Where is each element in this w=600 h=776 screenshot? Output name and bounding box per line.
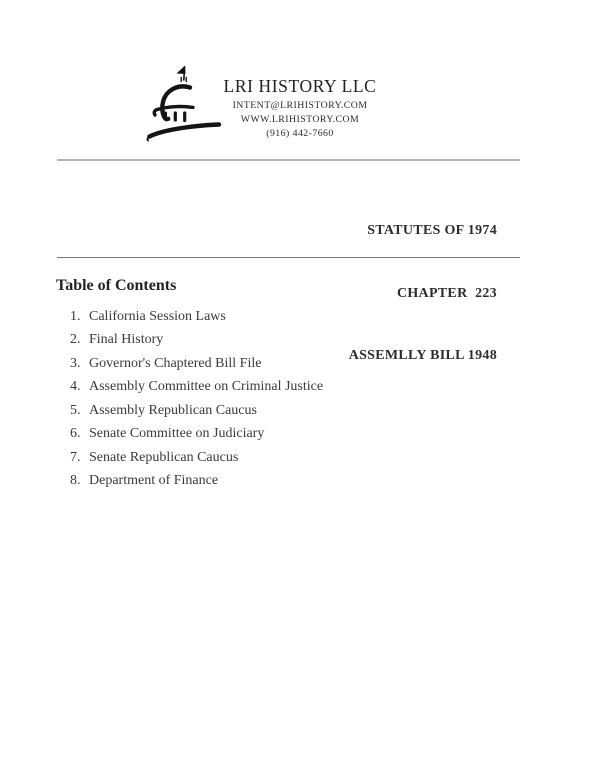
toc-item-label: Assembly Republican Caucus xyxy=(89,402,257,418)
toc-item-label: Final History xyxy=(89,332,164,348)
company-email: INTENT@LRIHISTORY.COM xyxy=(232,100,368,111)
toc-item xyxy=(70,399,323,422)
toc-item xyxy=(70,328,323,351)
toc-heading: Table of Contents xyxy=(56,277,177,294)
toc-item-label: Senate Republican Caucus xyxy=(89,449,239,465)
divider-bottom xyxy=(57,257,520,258)
toc-item-label: Senate Committee on Judiciary xyxy=(89,426,265,442)
divider-top xyxy=(57,159,520,161)
letterhead xyxy=(0,76,600,142)
toc-item-number: 8. xyxy=(70,473,81,489)
statutes-line: STATUTES OF 1974 xyxy=(367,223,497,239)
toc-item-number: 7. xyxy=(70,449,81,465)
toc-item xyxy=(70,305,323,328)
toc-item xyxy=(70,446,323,469)
toc-item xyxy=(70,375,323,398)
toc-item-number: 5. xyxy=(70,402,81,418)
company-phone: (916) 442-7660 xyxy=(266,128,334,140)
toc-item-label: Assembly Committee on Criminal Justice xyxy=(89,379,324,395)
company-website: WWW.LRIHISTORY.COM xyxy=(240,114,360,126)
toc-item xyxy=(70,422,323,445)
bill-reference xyxy=(349,180,497,408)
chapter-line: CHAPTER 223 xyxy=(396,285,497,301)
assembly-bill-line: ASSEMLLY BILL 1948 xyxy=(348,347,497,363)
toc-item-number: 4. xyxy=(70,379,81,395)
toc-item-number: 6. xyxy=(70,426,81,442)
toc-item-label: Governor's Chaptered Bill File xyxy=(89,355,262,371)
toc-item xyxy=(70,469,323,492)
toc-item-number: 3. xyxy=(70,355,81,371)
toc-list xyxy=(70,305,323,493)
toc-item-label: California Session Laws xyxy=(89,309,226,324)
toc-item-number: 1. xyxy=(70,309,81,324)
toc-item-label: Department of Finance xyxy=(89,473,219,489)
toc-item-number: 2. xyxy=(70,332,81,348)
toc-item xyxy=(70,352,323,375)
company-name: LRI HISTORY LLC xyxy=(223,76,377,96)
